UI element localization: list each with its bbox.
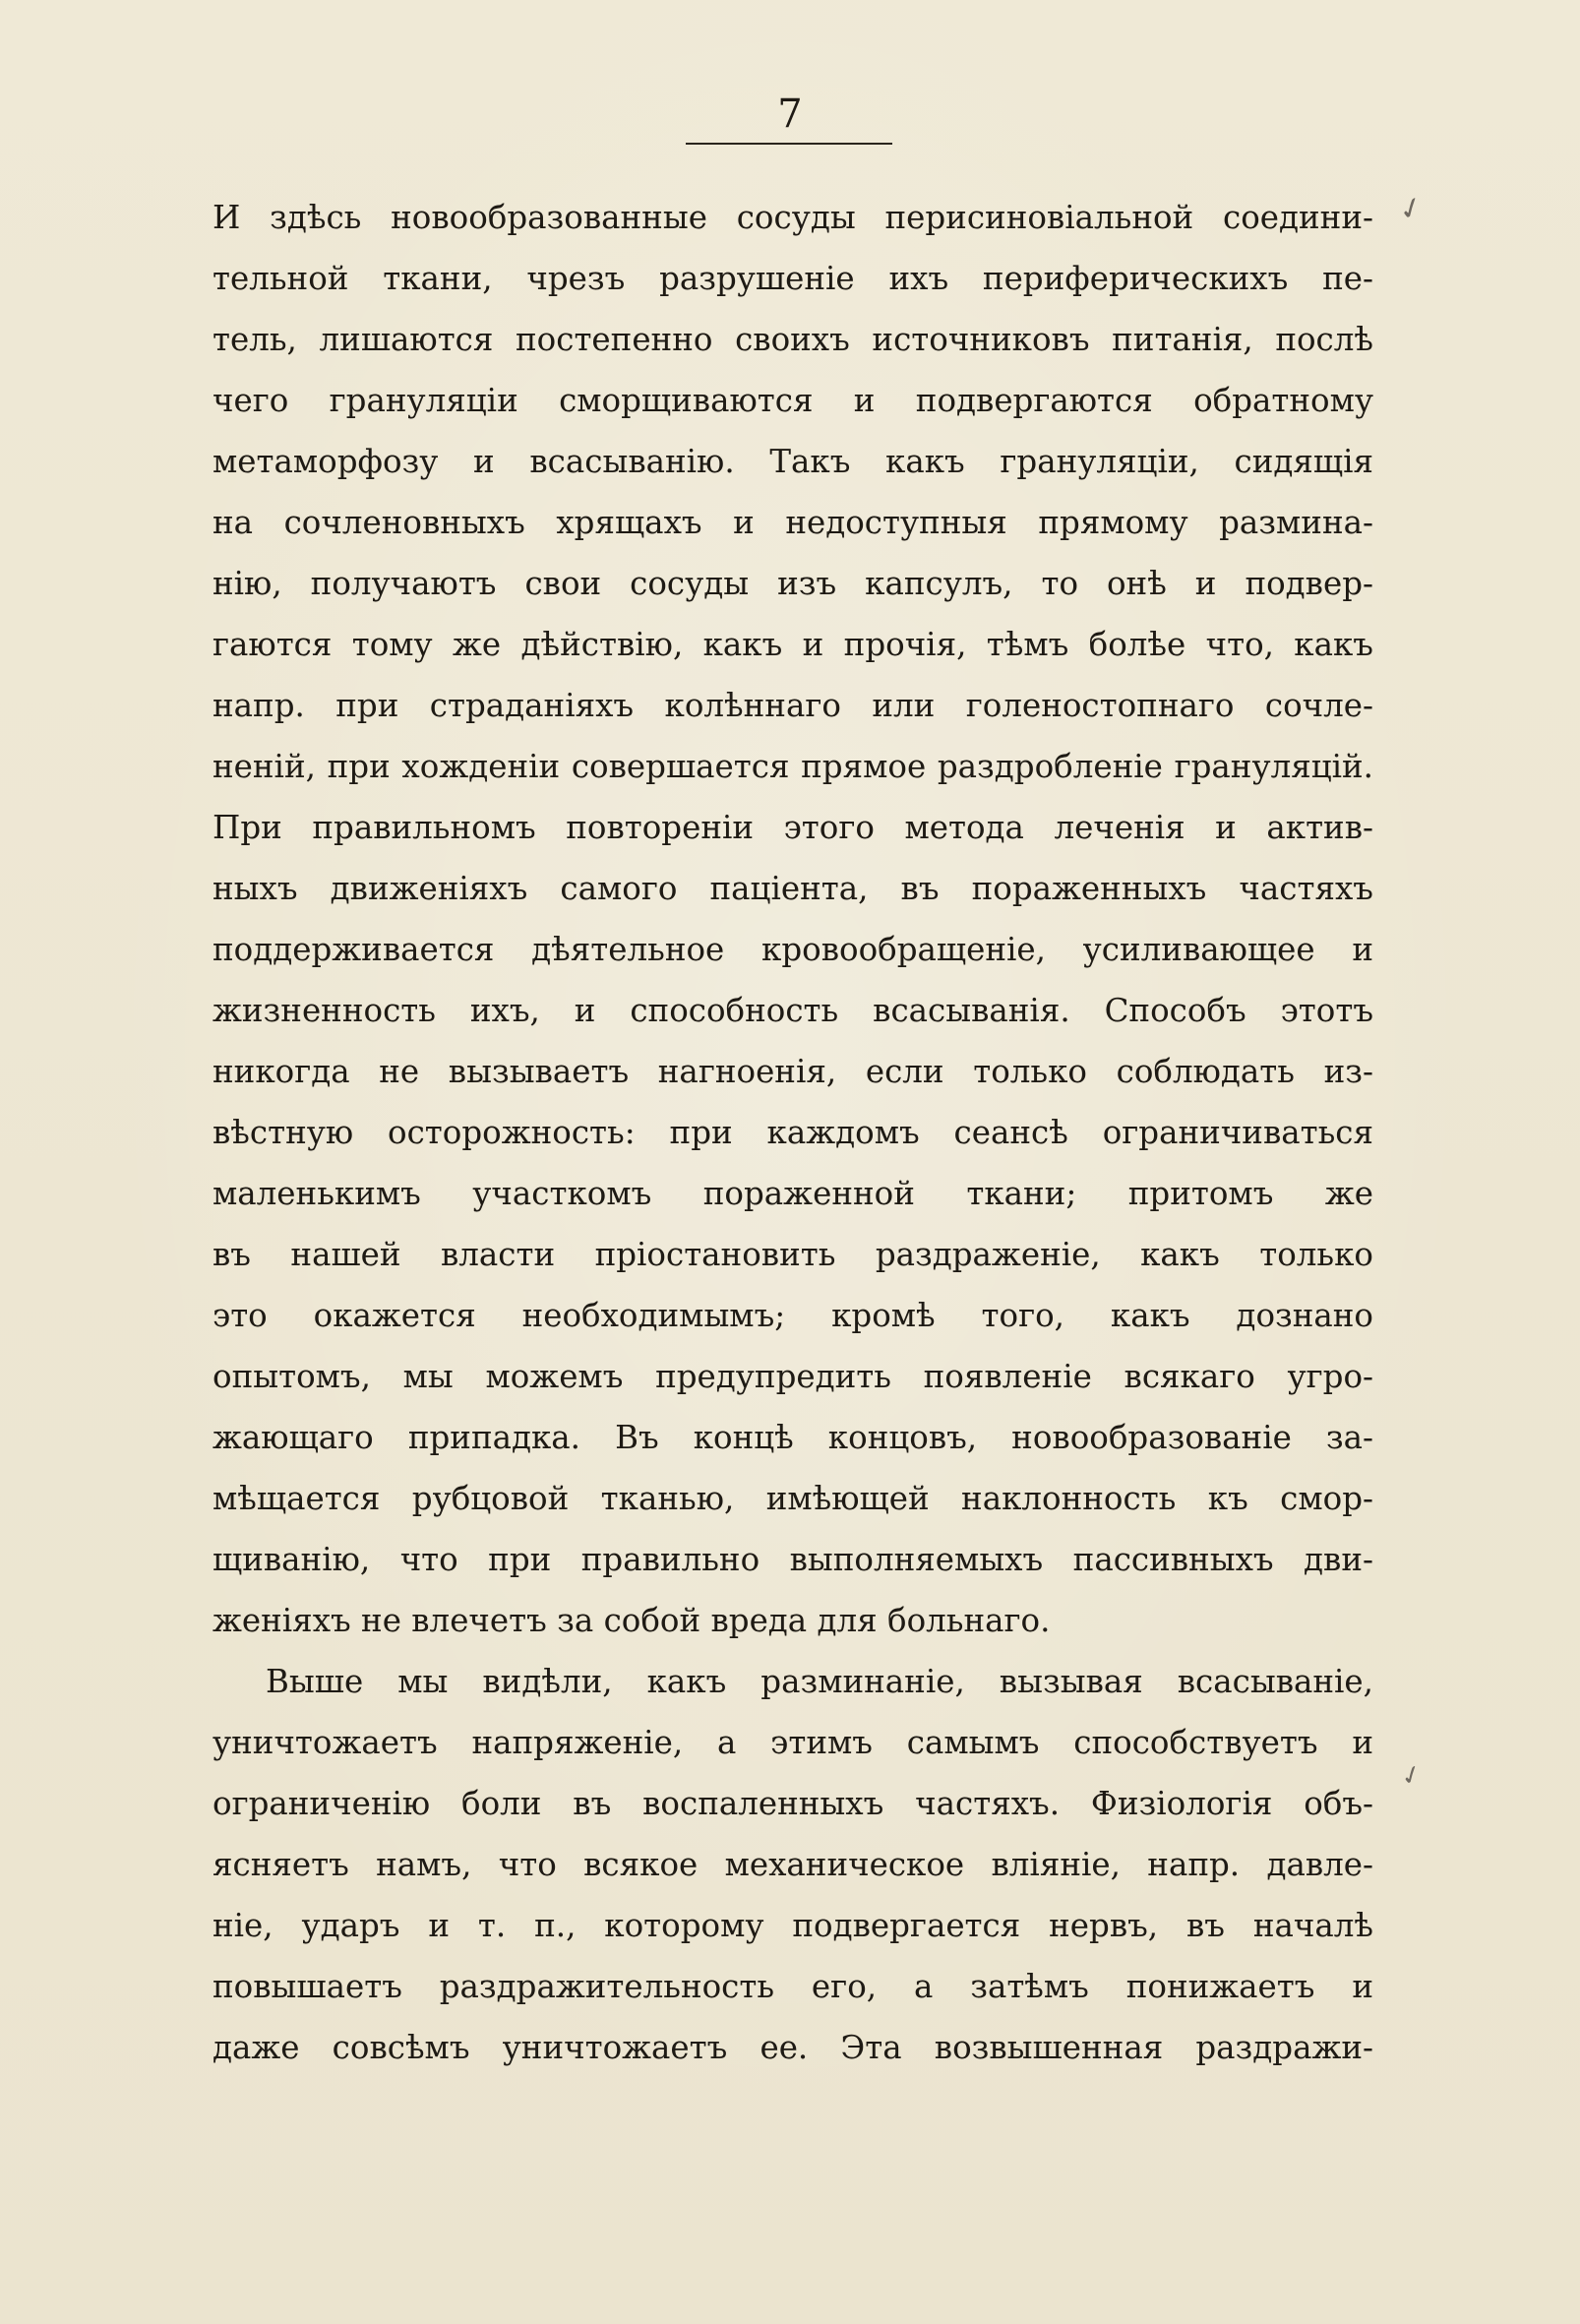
text-line-16: вѣстную осторожность: при каждомъ сеансѣ ограничиваться [213, 1114, 1373, 1151]
page-number: 7 [777, 92, 803, 137]
text-line-5: метаморфозу и всасыванію. Такъ какъ грануляціи, сидящія [213, 443, 1373, 480]
text-line-1: И здѣсь новообразованные сосуды перисиновіальной соедини- [213, 199, 1373, 236]
text-line-15: никогда не вызываетъ нагноенія, если только соблюдать из- [213, 1053, 1373, 1090]
header-rule [686, 143, 892, 145]
text-line-11: При правильномъ повтореніи этого метода леченія и актив- [213, 809, 1373, 846]
text-line-10: неній, при хожденіи совершается прямое раздробленіе грануляцій. [213, 748, 1373, 785]
text-line-20: опытомъ, мы можемъ предупредить появленіе всякаго угро- [213, 1358, 1373, 1395]
text-line-6: на сочленовныхъ хрящахъ и недоступныя прямому размина- [213, 504, 1373, 541]
text-line-24: женіяхъ не влечетъ за собой вреда для больнаго. [213, 1602, 1051, 1639]
text-line-19: это окажется необходимымъ; кромѣ того, какъ дознано [213, 1297, 1373, 1334]
text-line-3: тель, лишаются постепенно своихъ источниковъ питанія, послѣ [213, 321, 1373, 358]
text-line-4: чего грануляціи сморщиваются и подвергаются обратному [213, 382, 1373, 419]
text-line-25: Выше мы видѣли, какъ разминаніе, вызывая всасываніе, [266, 1663, 1373, 1700]
text-line-14: жизненность ихъ, и способность всасыванія. Способъ этотъ [213, 992, 1373, 1029]
text-line-12: ныхъ движеніяхъ самого паціента, въ пораженныхъ частяхъ [213, 870, 1373, 907]
text-line-23: щиванію, что при правильно выполняемыхъ пассивныхъ дви- [213, 1541, 1373, 1578]
pencil-check-mark: ✓ [1396, 1758, 1428, 1794]
body-text [213, 193, 1373, 2102]
text-line-2: тельной ткани, чрезъ разрушеніе ихъ периферическихъ пе- [213, 260, 1373, 297]
text-line-18: въ нашей власти пріостановить раздраженіе, какъ только [213, 1236, 1373, 1273]
text-line-29: ніе, ударъ и т. п., которому подвергается нервъ, въ началѣ [213, 1907, 1373, 1944]
text-line-22: мѣщается рубцовой тканью, имѣющей наклонность къ смор- [213, 1480, 1373, 1517]
text-line-9: напр. при страданіяхъ колѣннаго или голеностопнаго сочле- [213, 687, 1373, 724]
text-line-21: жающаго припадка. Въ концѣ концовъ, новообразованіе за- [213, 1419, 1373, 1456]
text-line-13: поддерживается дѣятельное кровообращеніе, усиливающее и [213, 931, 1373, 968]
text-line-30: повышаетъ раздражительность его, а затѣмъ понижаетъ и [213, 1968, 1373, 2005]
text-line-28: ясняетъ намъ, что всякое механическое вліяніе, напр. давле- [213, 1846, 1373, 1883]
text-line-17: маленькимъ участкомъ пораженной ткани; притомъ же [213, 1175, 1373, 1212]
pencil-check-mark: ✓ [1393, 188, 1429, 230]
text-line-8: гаются тому же дѣйствію, какъ и прочія, тѣмъ болѣе что, какъ [213, 626, 1373, 663]
text-line-26: уничтожаетъ напряженіе, а этимъ самымъ способствуетъ и [213, 1724, 1373, 1761]
text-line-31: даже совсѣмъ уничтожаетъ ее. Эта возвышенная раздражи- [213, 2029, 1373, 2066]
text-line-7: нію, получаютъ свои сосуды изъ капсулъ, то онѣ и подвер- [213, 565, 1373, 602]
text-line-27: ограниченію боли въ воспаленныхъ частяхъ. Физіологія объ- [213, 1785, 1373, 1822]
